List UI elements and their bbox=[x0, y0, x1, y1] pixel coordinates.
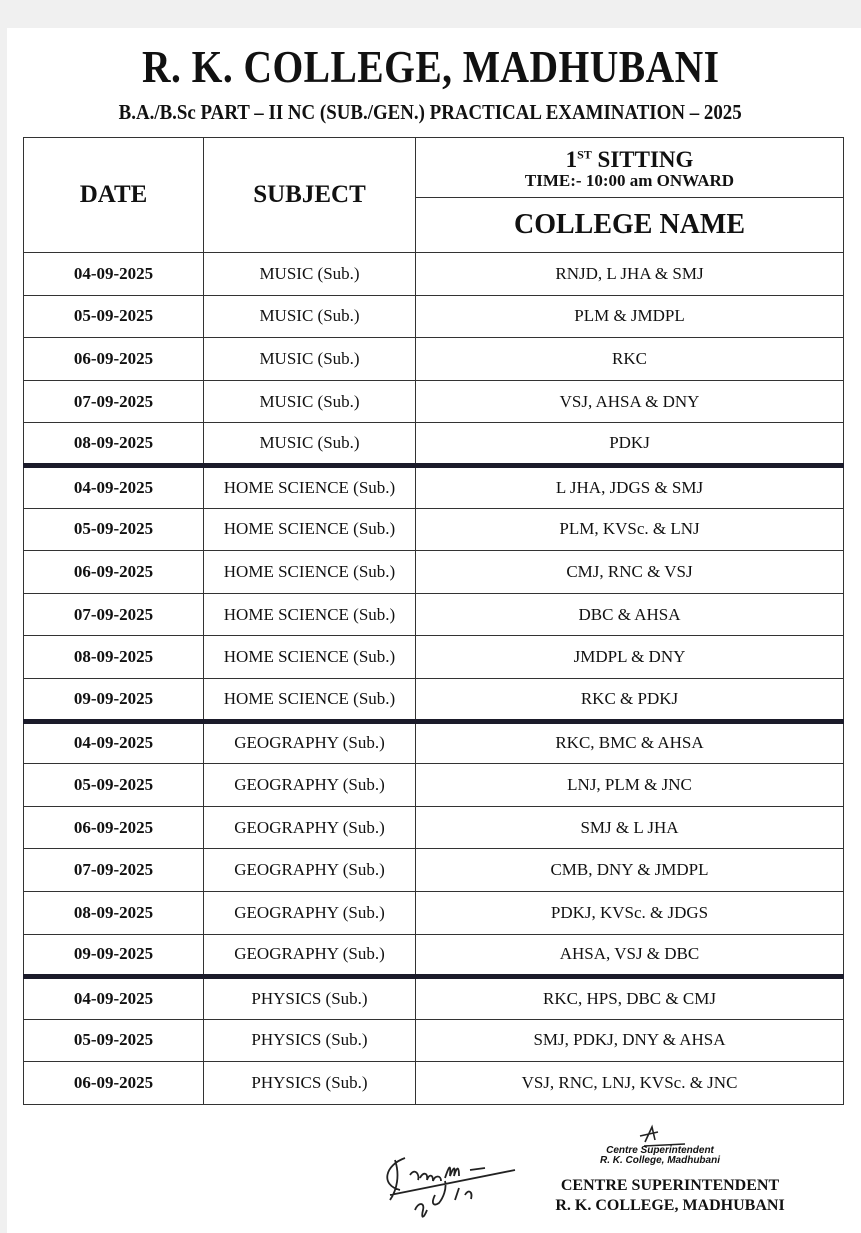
table-row bbox=[24, 977, 844, 1020]
table-row bbox=[24, 253, 844, 296]
cell-subject: GEOGRAPHY (Sub.) bbox=[204, 934, 416, 977]
cell-subject: GEOGRAPHY (Sub.) bbox=[204, 721, 416, 764]
cell-college: L JHA, JDGS & SMJ bbox=[416, 465, 844, 508]
cell-date: 05-09-2025 bbox=[24, 1019, 204, 1062]
table-row bbox=[24, 1019, 844, 1062]
cell-date: 04-09-2025 bbox=[24, 253, 204, 296]
table-row bbox=[24, 934, 844, 977]
header-time: TIME:- 10:00 am ONWARD bbox=[524, 170, 735, 190]
cell-college: DBC & AHSA bbox=[416, 593, 844, 636]
header-college-name: COLLEGE NAME bbox=[416, 198, 844, 253]
cell-date: 09-09-2025 bbox=[24, 678, 204, 721]
cell-college: JMDPL & DNY bbox=[416, 636, 844, 679]
cell-college: RKC, HPS, DBC & CMJ bbox=[416, 977, 844, 1020]
cell-date: 09-09-2025 bbox=[24, 934, 204, 977]
cell-subject: HOME SCIENCE (Sub.) bbox=[204, 508, 416, 551]
cell-date: 04-09-2025 bbox=[24, 977, 204, 1020]
cell-date: 08-09-2025 bbox=[24, 423, 204, 466]
cell-subject: GEOGRAPHY (Sub.) bbox=[204, 764, 416, 807]
cell-college: PLM, KVSc. & LNJ bbox=[416, 508, 844, 551]
cell-college: VSJ, AHSA & DNY bbox=[416, 380, 844, 423]
table-row bbox=[24, 508, 844, 551]
table-row bbox=[24, 465, 844, 508]
signoff-block: CENTRE SUPERINTENDENT R. K. COLLEGE, MADHUBANI bbox=[555, 1177, 785, 1214]
cell-date: 06-09-2025 bbox=[24, 551, 204, 594]
header-sitting: 1ST SITTING TIME:- 10:00 am ONWARD bbox=[416, 138, 844, 198]
table-row bbox=[24, 806, 844, 849]
cell-college: SMJ, PDKJ, DNY & AHSA bbox=[416, 1019, 844, 1062]
cell-date: 08-09-2025 bbox=[24, 891, 204, 934]
table-row bbox=[24, 1062, 844, 1105]
cell-date: 06-09-2025 bbox=[24, 1062, 204, 1105]
exam-subtitle: B.A./B.Sc PART – II NC (SUB./GEN.) PRACTICAL EXAMINATION – 2025 bbox=[118, 100, 743, 124]
cell-subject: PHYSICS (Sub.) bbox=[204, 977, 416, 1020]
cell-college: VSJ, RNC, LNJ, KVSc. & JNC bbox=[416, 1062, 844, 1105]
cell-subject: GEOGRAPHY (Sub.) bbox=[204, 891, 416, 934]
cell-date: 08-09-2025 bbox=[24, 636, 204, 679]
table-row bbox=[24, 593, 844, 636]
table-row bbox=[24, 338, 844, 381]
cell-college: RKC, BMC & AHSA bbox=[416, 721, 844, 764]
cell-college: PLM & JMDPL bbox=[416, 295, 844, 338]
cell-college: SMJ & L JHA bbox=[416, 806, 844, 849]
cell-subject: MUSIC (Sub.) bbox=[204, 380, 416, 423]
table-row bbox=[24, 380, 844, 423]
table-row bbox=[24, 678, 844, 721]
header-subject: SUBJECT bbox=[204, 138, 416, 253]
cell-college: RNJD, L JHA & SMJ bbox=[416, 253, 844, 296]
cell-college: LNJ, PLM & JNC bbox=[416, 764, 844, 807]
cell-subject: MUSIC (Sub.) bbox=[204, 253, 416, 296]
table-row bbox=[24, 636, 844, 679]
cell-date: 07-09-2025 bbox=[24, 849, 204, 892]
cell-college: RKC bbox=[416, 338, 844, 381]
table-row bbox=[24, 849, 844, 892]
exam-schedule-table bbox=[23, 137, 844, 1105]
table-row bbox=[24, 764, 844, 807]
cell-date: 05-09-2025 bbox=[24, 764, 204, 807]
cell-subject: PHYSICS (Sub.) bbox=[204, 1062, 416, 1105]
cell-date: 06-09-2025 bbox=[24, 338, 204, 381]
cell-subject: MUSIC (Sub.) bbox=[204, 423, 416, 466]
cell-college: AHSA, VSJ & DBC bbox=[416, 934, 844, 977]
cell-subject: PHYSICS (Sub.) bbox=[204, 1019, 416, 1062]
cell-subject: MUSIC (Sub.) bbox=[204, 338, 416, 381]
cell-date: 07-09-2025 bbox=[24, 380, 204, 423]
cell-subject: HOME SCIENCE (Sub.) bbox=[204, 678, 416, 721]
table-row bbox=[24, 721, 844, 764]
cell-college: PDKJ, KVSc. & JDGS bbox=[416, 891, 844, 934]
handwritten-signature bbox=[375, 1140, 525, 1220]
cell-date: 05-09-2025 bbox=[24, 295, 204, 338]
table-row bbox=[24, 891, 844, 934]
cell-date: 04-09-2025 bbox=[24, 721, 204, 764]
cell-subject: MUSIC (Sub.) bbox=[204, 295, 416, 338]
cell-subject: HOME SCIENCE (Sub.) bbox=[204, 636, 416, 679]
table-row bbox=[24, 423, 844, 466]
cell-subject: HOME SCIENCE (Sub.) bbox=[204, 465, 416, 508]
cell-college: PDKJ bbox=[416, 423, 844, 466]
cell-college: CMB, DNY & JMDPL bbox=[416, 849, 844, 892]
cell-date: 06-09-2025 bbox=[24, 806, 204, 849]
cell-college: RKC & PDKJ bbox=[416, 678, 844, 721]
cell-subject: GEOGRAPHY (Sub.) bbox=[204, 806, 416, 849]
cell-subject: HOME SCIENCE (Sub.) bbox=[204, 593, 416, 636]
cell-college: CMJ, RNC & VSJ bbox=[416, 551, 844, 594]
cell-date: 05-09-2025 bbox=[24, 508, 204, 551]
table-row bbox=[24, 551, 844, 594]
superintendent-stamp: Centre Superintendent R. K. College, Madhubani bbox=[599, 1145, 720, 1166]
cell-subject: GEOGRAPHY (Sub.) bbox=[204, 849, 416, 892]
cell-date: 04-09-2025 bbox=[24, 465, 204, 508]
table-row bbox=[24, 295, 844, 338]
cell-date: 07-09-2025 bbox=[24, 593, 204, 636]
page-title: R. K. COLLEGE, MADHUBANI bbox=[141, 41, 720, 92]
header-date: DATE bbox=[24, 138, 204, 253]
cell-subject: HOME SCIENCE (Sub.) bbox=[204, 551, 416, 594]
